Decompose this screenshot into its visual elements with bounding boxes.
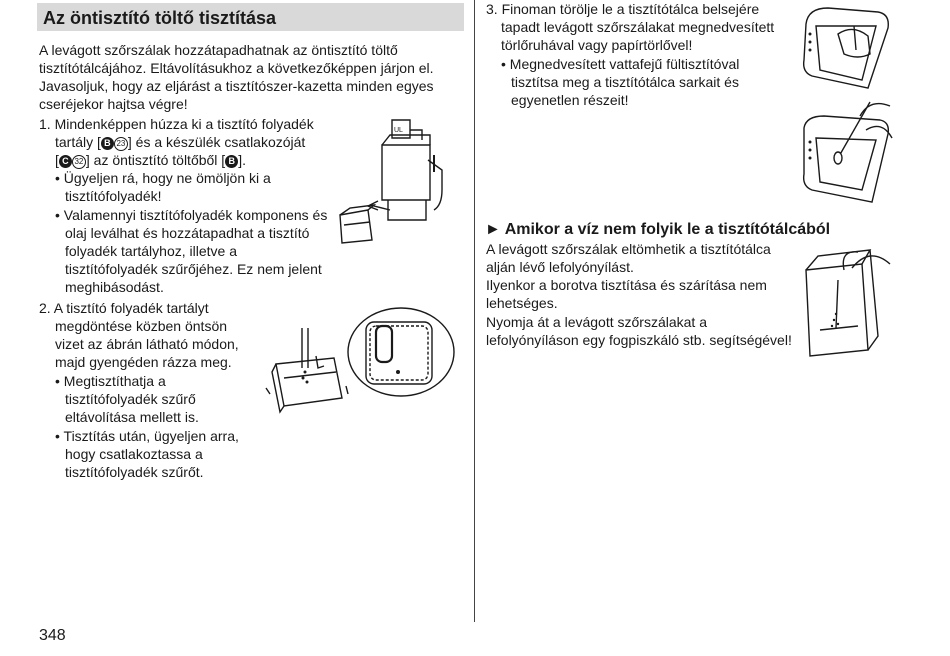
bullet-line: folyadék tartályhoz, illetve a bbox=[65, 243, 237, 259]
ref-letter-b-badge: B bbox=[101, 137, 114, 150]
step3-line: törlőruhával vagy papírtörlővel! bbox=[501, 37, 693, 53]
step2-line: vizet az ábrán látható módon, bbox=[55, 336, 239, 352]
step2-line: majd gyengéden rázza meg. bbox=[55, 354, 232, 370]
bullet-line: • Valamennyi tisztítófolyadék komponens és bbox=[55, 207, 328, 223]
ref-number-badge: 32 bbox=[72, 155, 86, 169]
bullet-line: olaj leválhat és hozzátapadhat a tisztító bbox=[65, 225, 310, 241]
drain-text-line: Nyomja át a levágott szőrszálakat a bbox=[486, 314, 707, 330]
drain-text-line: alján lévő lefolyónyílást. bbox=[486, 259, 634, 275]
ref-letter-c-badge: C bbox=[59, 155, 72, 168]
drain-text-line: lefolyónyíláson egy fogpiszkáló stb. segítségével! bbox=[486, 332, 792, 348]
tray-top-view-illustration bbox=[346, 306, 456, 398]
heading-bar bbox=[37, 3, 464, 31]
intro-line: cseréjekor hajtsa végre! bbox=[39, 96, 188, 112]
wiping-cloth-illustration bbox=[798, 4, 893, 90]
intro-line: A levágott szőrszálak hozzátapadhatnak az öntisztító töltő bbox=[39, 42, 398, 58]
drain-text-line: A levágott szőrszálak eltömhetik a tisztítótálca bbox=[486, 241, 771, 257]
charger-illustration bbox=[330, 110, 465, 250]
page-title: Az öntisztító töltő tisztítása bbox=[43, 8, 276, 28]
bullet-line: tisztítófolyadék szűrő bbox=[65, 391, 196, 407]
bullet-line: tisztítsa meg a tisztítótálca sarkait és bbox=[511, 74, 739, 90]
step3-line: 3. Finoman törölje le a tisztítótálca belsejére bbox=[486, 1, 760, 17]
bullet-line: meghibásodást. bbox=[65, 279, 164, 295]
intro-line: tisztítótálcájához. Eltávolításukhoz a következőképpen járjon el. bbox=[39, 60, 434, 76]
step2-line: megdöntése közben öntsön bbox=[55, 318, 228, 334]
bullet-line: eltávolítása mellett is. bbox=[65, 409, 199, 425]
cotton-swab-illustration bbox=[798, 98, 893, 208]
ref-number-badge: 23 bbox=[114, 137, 128, 151]
bullet-line: egyenetlen részeit! bbox=[511, 92, 629, 108]
bullet-line: tisztítófolyadék! bbox=[65, 188, 162, 204]
step1-line: 1. Mindenképpen húzza ki a tisztító folyadék bbox=[39, 116, 314, 132]
drain-text-line: Ilyenkor a borotva tisztítása és szárítása nem bbox=[486, 277, 767, 293]
step2-line: 2. A tisztító folyadék tartályt bbox=[39, 300, 209, 316]
toothpick-illustration bbox=[800, 240, 892, 358]
step1-line: [ C 32 ] az öntisztító töltőből [ B ]. bbox=[55, 152, 246, 168]
bullet-line: hogy csatlakoztassa a bbox=[65, 446, 203, 462]
bullet-line: • Megtisztíthatja a bbox=[55, 373, 166, 389]
bullet-line: tisztítófolyadék szűrőjéhez. Ez nem jelent bbox=[65, 261, 322, 277]
drain-text-line: lehetséges. bbox=[486, 295, 558, 311]
pouring-illustration bbox=[262, 328, 352, 420]
ref-letter-b-badge: B bbox=[225, 155, 238, 168]
bullet-line: • Megnedvesített vattafejű fültisztítóval bbox=[501, 56, 740, 72]
charger-label: UL bbox=[394, 127, 403, 134]
bullet-line: • Ügyeljen rá, hogy ne ömöljön ki a bbox=[55, 170, 271, 186]
page-number: 348 bbox=[39, 627, 66, 644]
section-subheading: ► Amikor a víz nem folyik le a tisztítótálcából bbox=[485, 221, 831, 238]
bullet-line: tisztítófolyadék szűrőt. bbox=[65, 464, 204, 480]
step3-line: tapadt levágott szőrszálakat megnedvesített bbox=[501, 19, 775, 35]
step1-line: tartály [ B 23 ] és a készülék csatlakozóját bbox=[55, 134, 306, 150]
intro-line: Javasoljuk, hogy az eljárást a tisztítószer-kazetta minden egyes bbox=[39, 78, 434, 94]
bullet-line: • Tisztítás után, ügyeljen arra, bbox=[55, 428, 239, 444]
column-divider bbox=[474, 0, 475, 622]
